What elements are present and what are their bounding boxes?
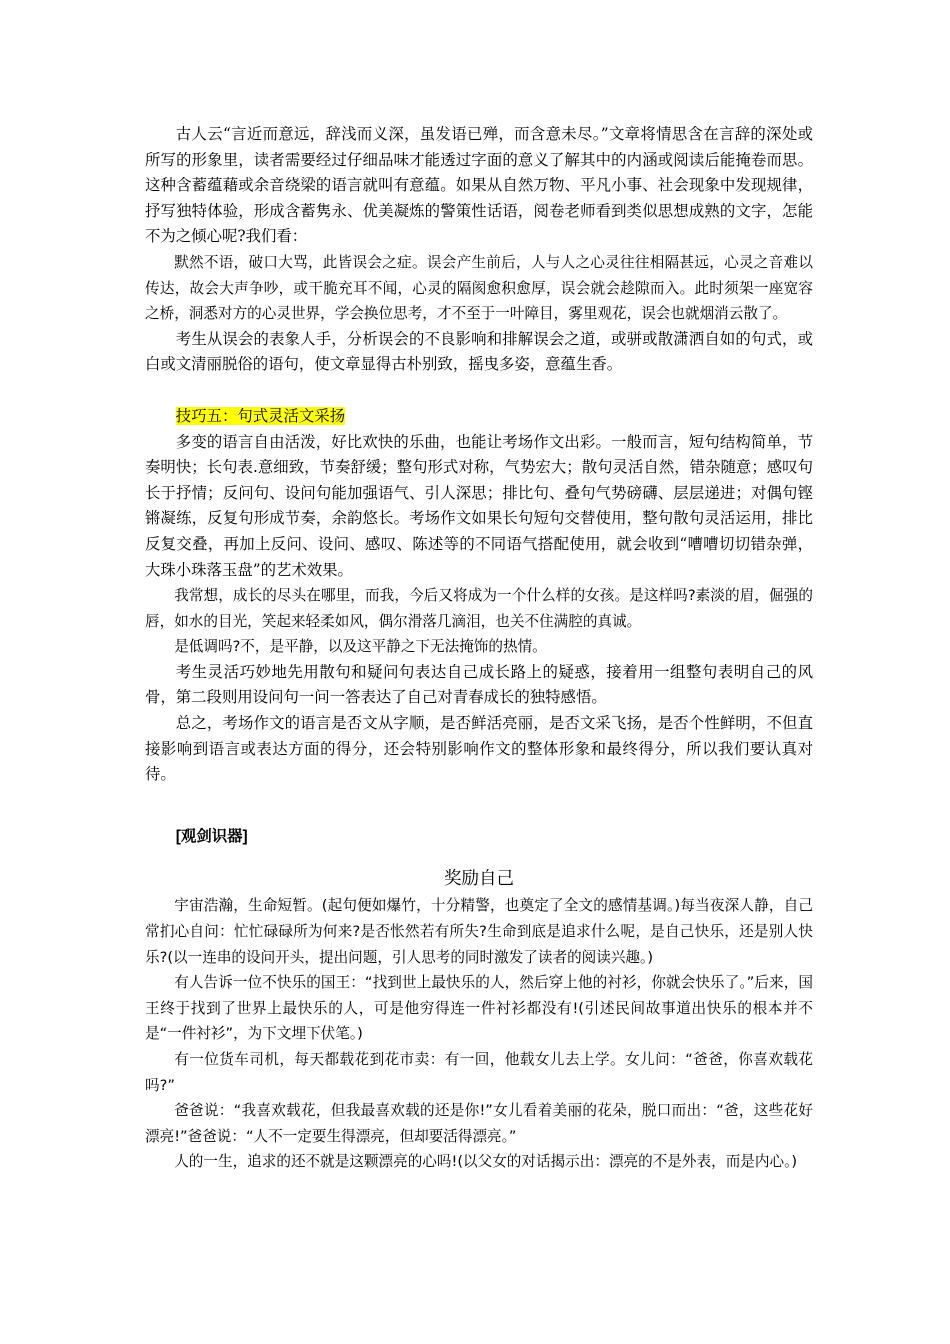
- technique-quote-1: 我常想，成长的尽头在哪里，而我，今后又将成为一个什么样的女孩。是这样吗?素淡的眉，倔强的唇，如水的目光，笑起来轻柔如风，偶尔滑落几滴泪，也关不住满腔的真诚。: [145, 587, 813, 630]
- guanjian-heading: [观剑识器]: [175, 827, 248, 845]
- spacer: [145, 849, 813, 865]
- essay-paragraph-3: 有一位货车司机，每天都载花到花市卖：有一回，他载女儿去上学。女儿问：“爸爸，你喜欢载花吗?”: [145, 1051, 813, 1094]
- essay-paragraph-4: 爸爸说：“我喜欢载花，但我最喜欢载的还是你!”女儿看着美丽的花朵，脱口而出：“爸，这些花好漂亮!”爸爸说：“人不一定要生得漂亮，但却要活得漂亮。”: [145, 1102, 813, 1145]
- technique-quote-2: 是低调吗?不，是平静，以及这平静之下无法掩饰的热情。: [174, 638, 547, 656]
- essay-paragraph-2: 有人告诉一位不快乐的国王：“找到世上最快乐的人，然后穿上他的衬衫，你就会快乐了。”后来，国王终于找到了世界上最快乐的人，可是他穷得连一件衬衫都没有!(引述民间故事道出快乐的根本并不是“一件衬衫”，为下文埋下伏笔。): [145, 974, 813, 1043]
- technique-heading-text: 技巧五：句式灵活文采扬: [175, 406, 346, 425]
- technique-paragraph-1: 多变的语言自由活泼，好比欢快的乐曲，也能让考场作文出彩。一般而言，短句结构简单，节奏明快；长句表.意细致，节奏舒缓；整句形式对称，气势宏大；散句灵活自然，错杂随意；感叹句长于抒情；反问句、设问句能加强语气、引人深思；排比句、叠句气势磅礴、层层递进；对偶句铿锵凝练，反复句形成节奏，余韵悠长。考场作文如果长句短句交替使用，整句散句灵活运用，排比反复交叠，再加上反问、设问、感叹、陈述等的不同语气搭配使用，就会收到“嘈嘈切切错杂弹，大珠小珠落玉盘”的艺术效果。: [145, 432, 813, 579]
- spacer: [145, 378, 813, 404]
- essay-paragraph-5: 人的一生，追求的还不就是这颗漂亮的心吗!(以父女的对话揭示出：漂亮的不是外表，而是内心。): [174, 1153, 798, 1171]
- essay-paragraph-1: 宇宙浩瀚，生命短暂。(起句便如爆竹，十分精警，也奠定了全文的感情基调。)每当夜深人静，自己常扪心自问：忙忙碌碌所为何来?是否怅然若有所失?生命到底是追求什么呢，是自己快乐，还是别人快乐?(以一连串的设问开头，提出问题，引人思考的同时激发了读者的阅读兴趣。): [145, 897, 813, 966]
- technique-paragraph-3: 总之，考场作文的语言是否文从字顺，是否鲜活亮丽，是否文采飞扬，是否个性鲜明，不但直接影响到语言或表达方面的得分，还会特别影响作文的整体形象和最终得分，所以我们要认真对待。: [145, 714, 813, 784]
- spacer: [145, 788, 813, 824]
- technique-heading: [145, 404, 813, 430]
- document-page: [145, 122, 813, 1175]
- intro-quote: 默然不语，破口大骂，此皆误会之症。误会产生前后，人与人之心灵往往相隔甚远，心灵之音难以传达，故会大声争吵，或干脆充耳不闻，心灵的隔阂愈积愈厚，误会就会趁隙而入。此时须架一座宽容之桥，洞悉对方的心灵世界，学会换位思考，才不至于一叶障目，雾里观花，误会也就烟消云散了。: [145, 253, 813, 323]
- essay-title: 奖励自己: [444, 869, 514, 890]
- intro-paragraph-1: 古人云“言近而意远，辞浅而义深，虽发语已殚，而含意未尽。”文章将情思含在言辞的深处或所写的形象里，读者需要经过仔细品味才能透过字面的意义了解其中的内涵或阅读后能掩卷而思。这种含蓄蕴藉或余音绕梁的语言就叫有意蕴。如果从自然万物、平凡小事、社会现象中发现规律，抒写独特体验，形成含蓄隽永、优美凝炼的警策性话语，阅卷老师看到类似思想成熟的文字，怎能不为之倾心呢?我们看：: [145, 125, 813, 246]
- intro-paragraph-2: 考生从误会的表象人手，分析误会的不良影响和排解误会之道，或骈或散潇洒自如的句式，或白或文清丽脱俗的语句，使文章显得古朴别致，摇曳多姿，意蕴生香。: [145, 329, 813, 374]
- technique-paragraph-2: 考生灵活巧妙地先用散句和疑问句表达自己成长路上的疑惑，接着用一组整句表明自己的风骨，第二段则用设问句一问一答表达了自己对青春成长的独特感悟。: [145, 662, 813, 707]
